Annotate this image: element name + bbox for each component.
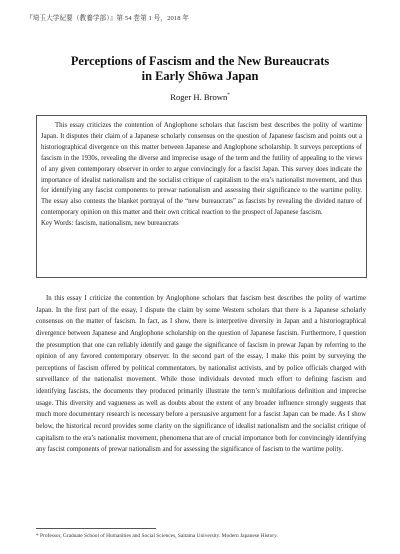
title-line-2: in Early Shōwa Japan — [141, 68, 259, 83]
footnote-divider — [36, 528, 156, 529]
abstract-text: This essay criticizes the contention of Anglophone scholars that fascism best describes the polity of wartime Japan. It disputes their claim of a Japanese scholarly consensus on the question of Japanese fascism and points out a historiographical divergence on this matter between Japanese and Anglophone scholarship. It surveys perceptions of fascism in the 1930s, revealing the diverse and imprecise usage of the term and the futility of appealing to the views of any given contemporary observer in order to argue convincingly for a fascist Japan. This survey does indicate the importance of idealist nationalism and the socialist critique of capitalism to the era’s nationalist movement, and thus for identifying any fascist components to prewar nationalism and assessing their significance to the wartime polity. The essay also contests the blanket portrayal of the “new bureaucrats” as fascists by revealing the divided nature of contemporary opinion on this matter and their own critical reaction to the prospect of Japanese fascism. — [41, 122, 362, 217]
paper-title — [0, 54, 400, 83]
author-footnote: * Professor, Graduate School of Humanities and Social Sciences, Saitama University. Modern Japanese History. — [36, 533, 278, 539]
keywords: Key Words: fascism, nationalism, new bureaucrats — [41, 220, 179, 228]
abstract-box — [36, 115, 367, 278]
journal-header: 『埼玉大学紀要（教養学部）』第 54 巻第 1 号，2018 年 — [26, 15, 190, 22]
author-footnote-mark: * — [227, 93, 230, 99]
author-name: Roger H. Brown — [170, 92, 228, 102]
body-paragraph: In this essay I criticize the contention by Anglophone scholars that fascism best describes the polity of wartime Japan. In the first part of the essay, I dispute the claim by some Western scholars that there is a Japanese scholarly consensus on the matter of fascism. In fact, as I show, there is interpretive diversity in Japan and a historiographical divergence between Japanese and Anglophone scholarship on the question of Japanese fascism. Furthermore, I question the presumption that one can reliably identify and gauge the significance of fascism in prewar Japan by referring to the opinion of any favored contemporary observer. In the second part of the essay, I make this point by surveying the perceptions of fascism offered by political commentators, by nationalist activists, and by police officials charged with surveillance of the nationalist movement. While those individuals devoted much effort to defining fascism and identifying fascists, the documents they produced primarily illustrate the term’s multifarious definition and imprecise usage. This diversity and vagueness as well as doubts about the extent of any broader influence strongly suggests that much more documentary research is necessary before a persuasive argument for a fascist Japan can be made. As I show below, the historical record provides some clarity on the significance of idealist nationalism and the socialist critique of capitalism to the era’s nationalist movement, phenomena that are of crucial importance both for convincingly identifying any fascist components of prewar nationalism and for assessing the significance of fascism to the wartime polity. — [36, 295, 366, 454]
author-line — [0, 92, 400, 102]
title-line-1: Perceptions of Fascism and the New Bureaucrats — [70, 54, 330, 68]
